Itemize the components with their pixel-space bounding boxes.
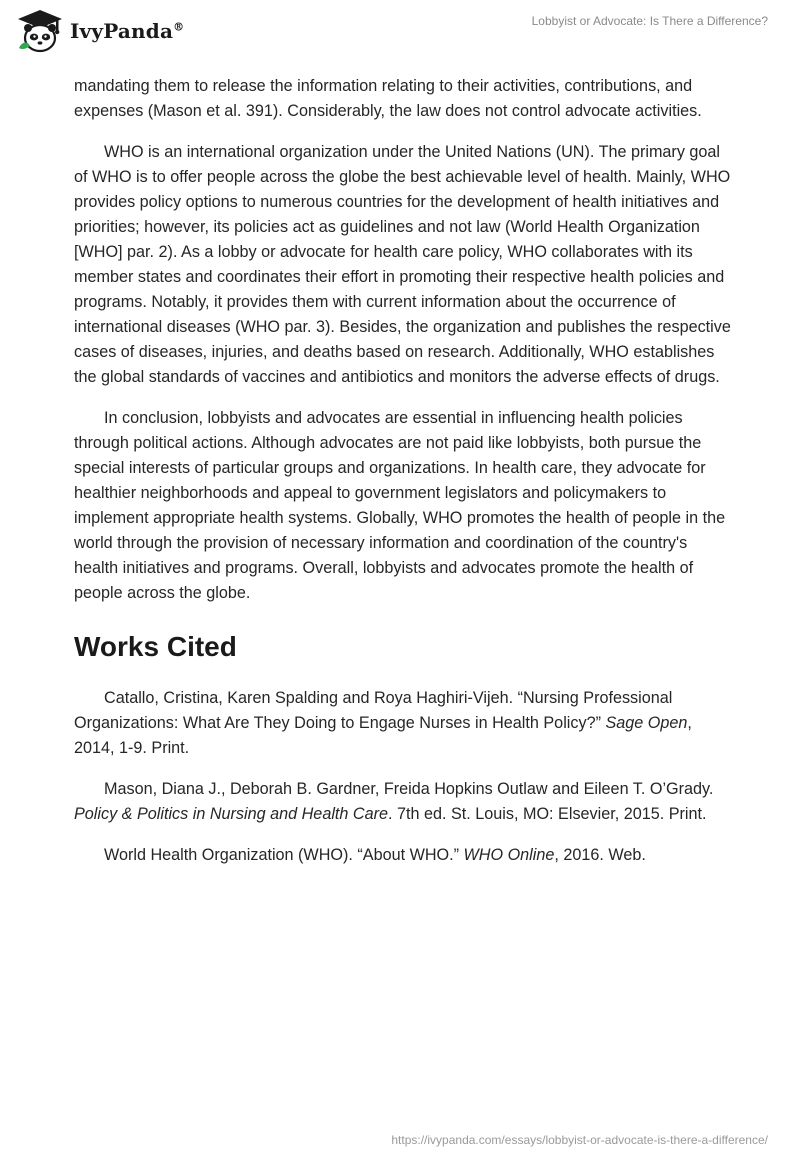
citation-entry: Catallo, Cristina, Karen Spalding and Roya Haghiri-Vijeh. “Nursing Professional Organizations: What Are They Doing to Engage Nurses in Health Policy?” Sage Open, 2014, 1-9. Print. [74, 689, 692, 757]
document-title: Lobbyist or Advocate: Is There a Difference? [531, 14, 768, 28]
works-cited-heading: Works Cited [74, 631, 237, 662]
citation-entry: Mason, Diana J., Deborah B. Gardner, Freida Hopkins Outlaw and Eileen T. O’Grady. Policy & Politics in Nursing and Health Care. 7th ed. St. Louis, MO: Elsevier, 2015. Print. [74, 780, 714, 823]
paragraph-continued: mandating them to release the information relating to their activities, contributions, and expenses (Mason et al. 391). Considerably, the law does not control advocate activities. [74, 77, 702, 120]
panda-logo-icon [16, 8, 64, 54]
brand-logo[interactable] [16, 8, 184, 54]
page-header [0, 0, 800, 64]
citation-entry: World Health Organization (WHO). “About WHO.” WHO Online, 2016. Web. [104, 846, 646, 864]
brand-name: IvyPanda® [70, 19, 185, 43]
paragraph-conclusion: In conclusion, lobbyists and advocates are essential in influencing health policies through political actions. Although advocates are not paid like lobbyists, both pursue the special interests of particular groups and organizations. In health care, they advocate for healthier neighborhoods and appeal to government legislators and policymakers to implement appropriate health systems. Globally, WHO promotes the health of people in the world through the provision of necessary information and coordination of the country's health initiatives and programs. Overall, lobbyists and advocates promote the health of people across the globe. [74, 409, 726, 602]
source-url-link[interactable]: https://ivypanda.com/essays/lobbyist-or-advocate-is-there-a-difference/ [391, 1133, 768, 1147]
paragraph-who: WHO is an international organization under the United Nations (UN). The primary goal of WHO is to offer people across the globe the best achievable level of health. Mainly, WHO provides policy options to numerous countries for the development of health initiatives and priorities; however, its policies act as guidelines and not law (World Health Organization [WHO] par. 2). As a lobby or advocate for health care policy, WHO collaborates with its member states and coordinates their effort in promoting their respective health policies and programs. Notably, it provides them with current information about the occurrence of international diseases (WHO par. 3). Besides, the organization and publishes the respective cases of diseases, injuries, and deaths based on research. Additionally, WHO establishes the global standards of vaccines and antibiotics and monitors the adverse effects of drugs. [74, 143, 731, 386]
essay-content [74, 74, 734, 884]
